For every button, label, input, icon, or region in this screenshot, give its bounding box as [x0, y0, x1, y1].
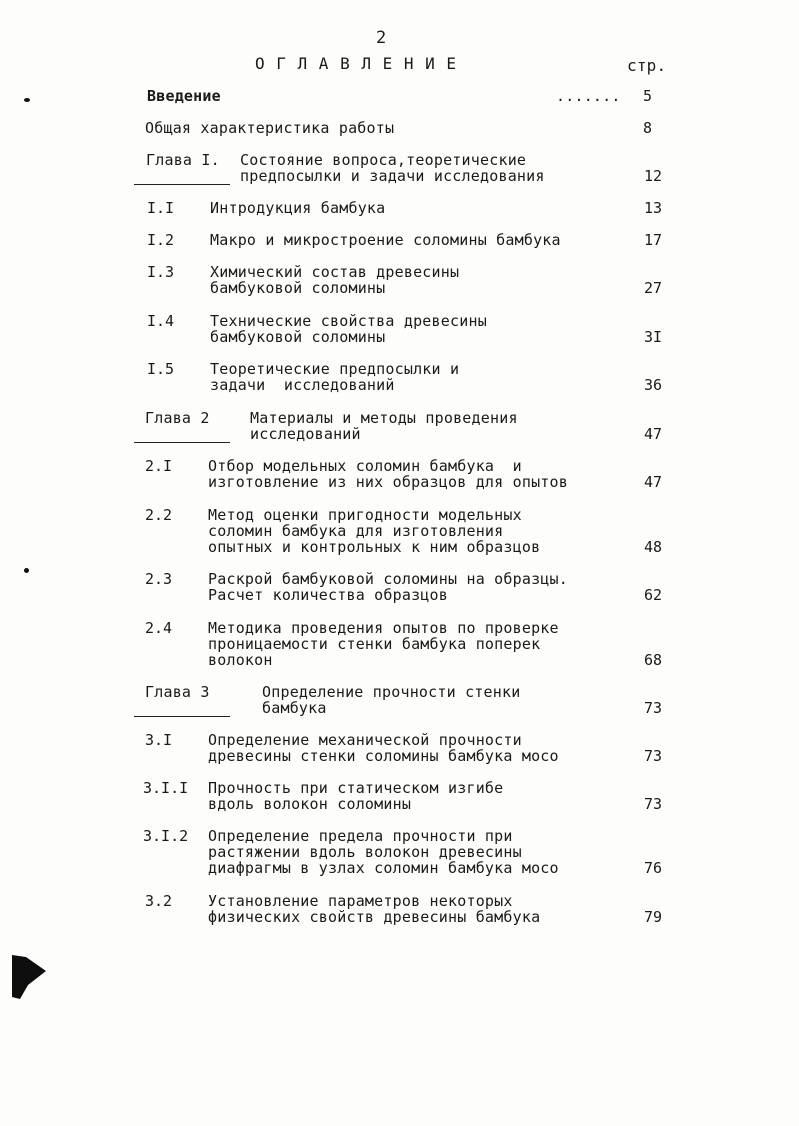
scan-speck — [24, 568, 29, 573]
chapter-title-line: Состояние вопроса,теоретические — [240, 151, 527, 169]
section-title-line: Химический состав древесины — [210, 263, 460, 281]
page-ref: 76 — [643, 859, 662, 877]
page-ref: 27 — [643, 279, 662, 297]
section-number: 3.I.2 — [143, 827, 189, 845]
page-ref: 3I — [643, 328, 662, 346]
page-ref: 13 — [643, 199, 662, 217]
section-number: 3.I.I — [143, 779, 189, 797]
section-title-line: древесины стенки соломины бамбука мосо — [208, 747, 559, 765]
section-title-line: Определение предела прочности при — [208, 827, 513, 845]
section-title-line: Метод оценки пригодности модельных — [208, 506, 522, 524]
page-ref: 73 — [643, 747, 662, 765]
section-number: I.4 — [147, 312, 175, 330]
section-title-line: диафрагмы в узлах соломин бамбука мосо — [208, 859, 559, 877]
scan-speck — [24, 98, 30, 102]
section-number: I.5 — [147, 360, 175, 378]
toc-entry-general: Общая характеристика работы — [145, 119, 395, 137]
section-number: I.3 — [147, 263, 175, 281]
page-ref: 17 — [643, 231, 662, 249]
section-title-line: растяжении вдоль волокон древесины — [208, 843, 522, 861]
page-ref: 68 — [643, 651, 662, 669]
section-title-line: Прочность при статическом изгибе — [208, 779, 504, 797]
chapter-label: Глава I. — [146, 151, 220, 169]
section-title-line: волокон — [208, 651, 273, 669]
chapter-title-line: Материалы и методы проведения — [250, 409, 518, 427]
section-title-line: Технические свойства древесины — [210, 312, 487, 330]
chapter-underline — [134, 442, 230, 443]
page-number: 2 — [376, 28, 387, 48]
section-number: 3.I — [145, 731, 173, 749]
section-number: 2.2 — [145, 506, 173, 524]
section-title-line: бамбуковой соломины — [210, 328, 386, 346]
section-number: 2.I — [145, 457, 173, 475]
page-column-label: стр. — [627, 56, 667, 75]
chapter-underline — [134, 184, 230, 185]
section-title-line: Методика проведения опытов по проверке — [208, 619, 559, 637]
page-ref: 79 — [643, 908, 662, 926]
section-title-line: Определение механической прочности — [208, 731, 522, 749]
section-title-line: бамбуковой соломины — [210, 279, 386, 297]
section-number: 2.4 — [145, 619, 173, 637]
section-number: 2.3 — [145, 570, 173, 588]
chapter-title-line: бамбука — [262, 699, 327, 717]
section-number: I.2 — [147, 231, 175, 249]
page-ref: 73 — [643, 795, 662, 813]
section-title-line: Раскрой бамбуковой соломины на образцы. — [208, 570, 568, 588]
section-title-line: вдоль волокон соломины — [208, 795, 412, 813]
toc-entry-intro: Введение — [147, 87, 221, 105]
chapter-title-line: исследований — [250, 425, 361, 443]
page-ref: 8 — [642, 119, 652, 137]
chapter-underline — [134, 716, 230, 717]
page-ref: 5 — [642, 87, 652, 105]
section-title-line: опытных и контрольных к ним образцов — [208, 538, 541, 556]
page-ref: 47 — [643, 425, 662, 443]
section-title-line: физических свойств древесины бамбука — [208, 908, 541, 926]
section-title-line: изготовление из них образцов для опытов — [208, 473, 568, 491]
section-title-line: соломин бамбука для изготовления — [208, 522, 504, 540]
page-ref: 73 — [643, 699, 662, 717]
scan-binding-mark — [12, 955, 48, 999]
chapter-label: Глава 3 — [145, 683, 210, 701]
section-title-line: Макро и микростроение соломины бамбука — [210, 231, 561, 249]
page-ref: 36 — [643, 376, 662, 394]
page-ref: 12 — [643, 167, 662, 185]
page-ref: 47 — [643, 473, 662, 491]
section-title-line: проницаемости стенки бамбука поперек — [208, 635, 541, 653]
chapter-title-line: предпосылки и задачи исследования — [240, 167, 545, 185]
section-title-line: задачи исследований — [210, 376, 395, 394]
section-title-line: Расчет количества образцов — [208, 586, 448, 604]
section-title-line: Отбор модельных соломин бамбука и — [208, 457, 522, 475]
section-title-line: Теоретические предпосылки и — [210, 360, 460, 378]
section-title-line: Установление параметров некоторых — [208, 892, 513, 910]
dot-leader: ....... — [556, 87, 621, 105]
toc-heading: О Г Л А В Л Е Н И Е — [255, 54, 458, 73]
page-ref: 62 — [643, 586, 662, 604]
chapter-label: Глава 2 — [145, 409, 210, 427]
section-number: I.I — [147, 199, 175, 217]
section-number: 3.2 — [145, 892, 173, 910]
chapter-title-line: Определение прочности стенки — [262, 683, 521, 701]
section-title-line: Интродукция бамбука — [210, 199, 386, 217]
page-ref: 48 — [643, 538, 662, 556]
